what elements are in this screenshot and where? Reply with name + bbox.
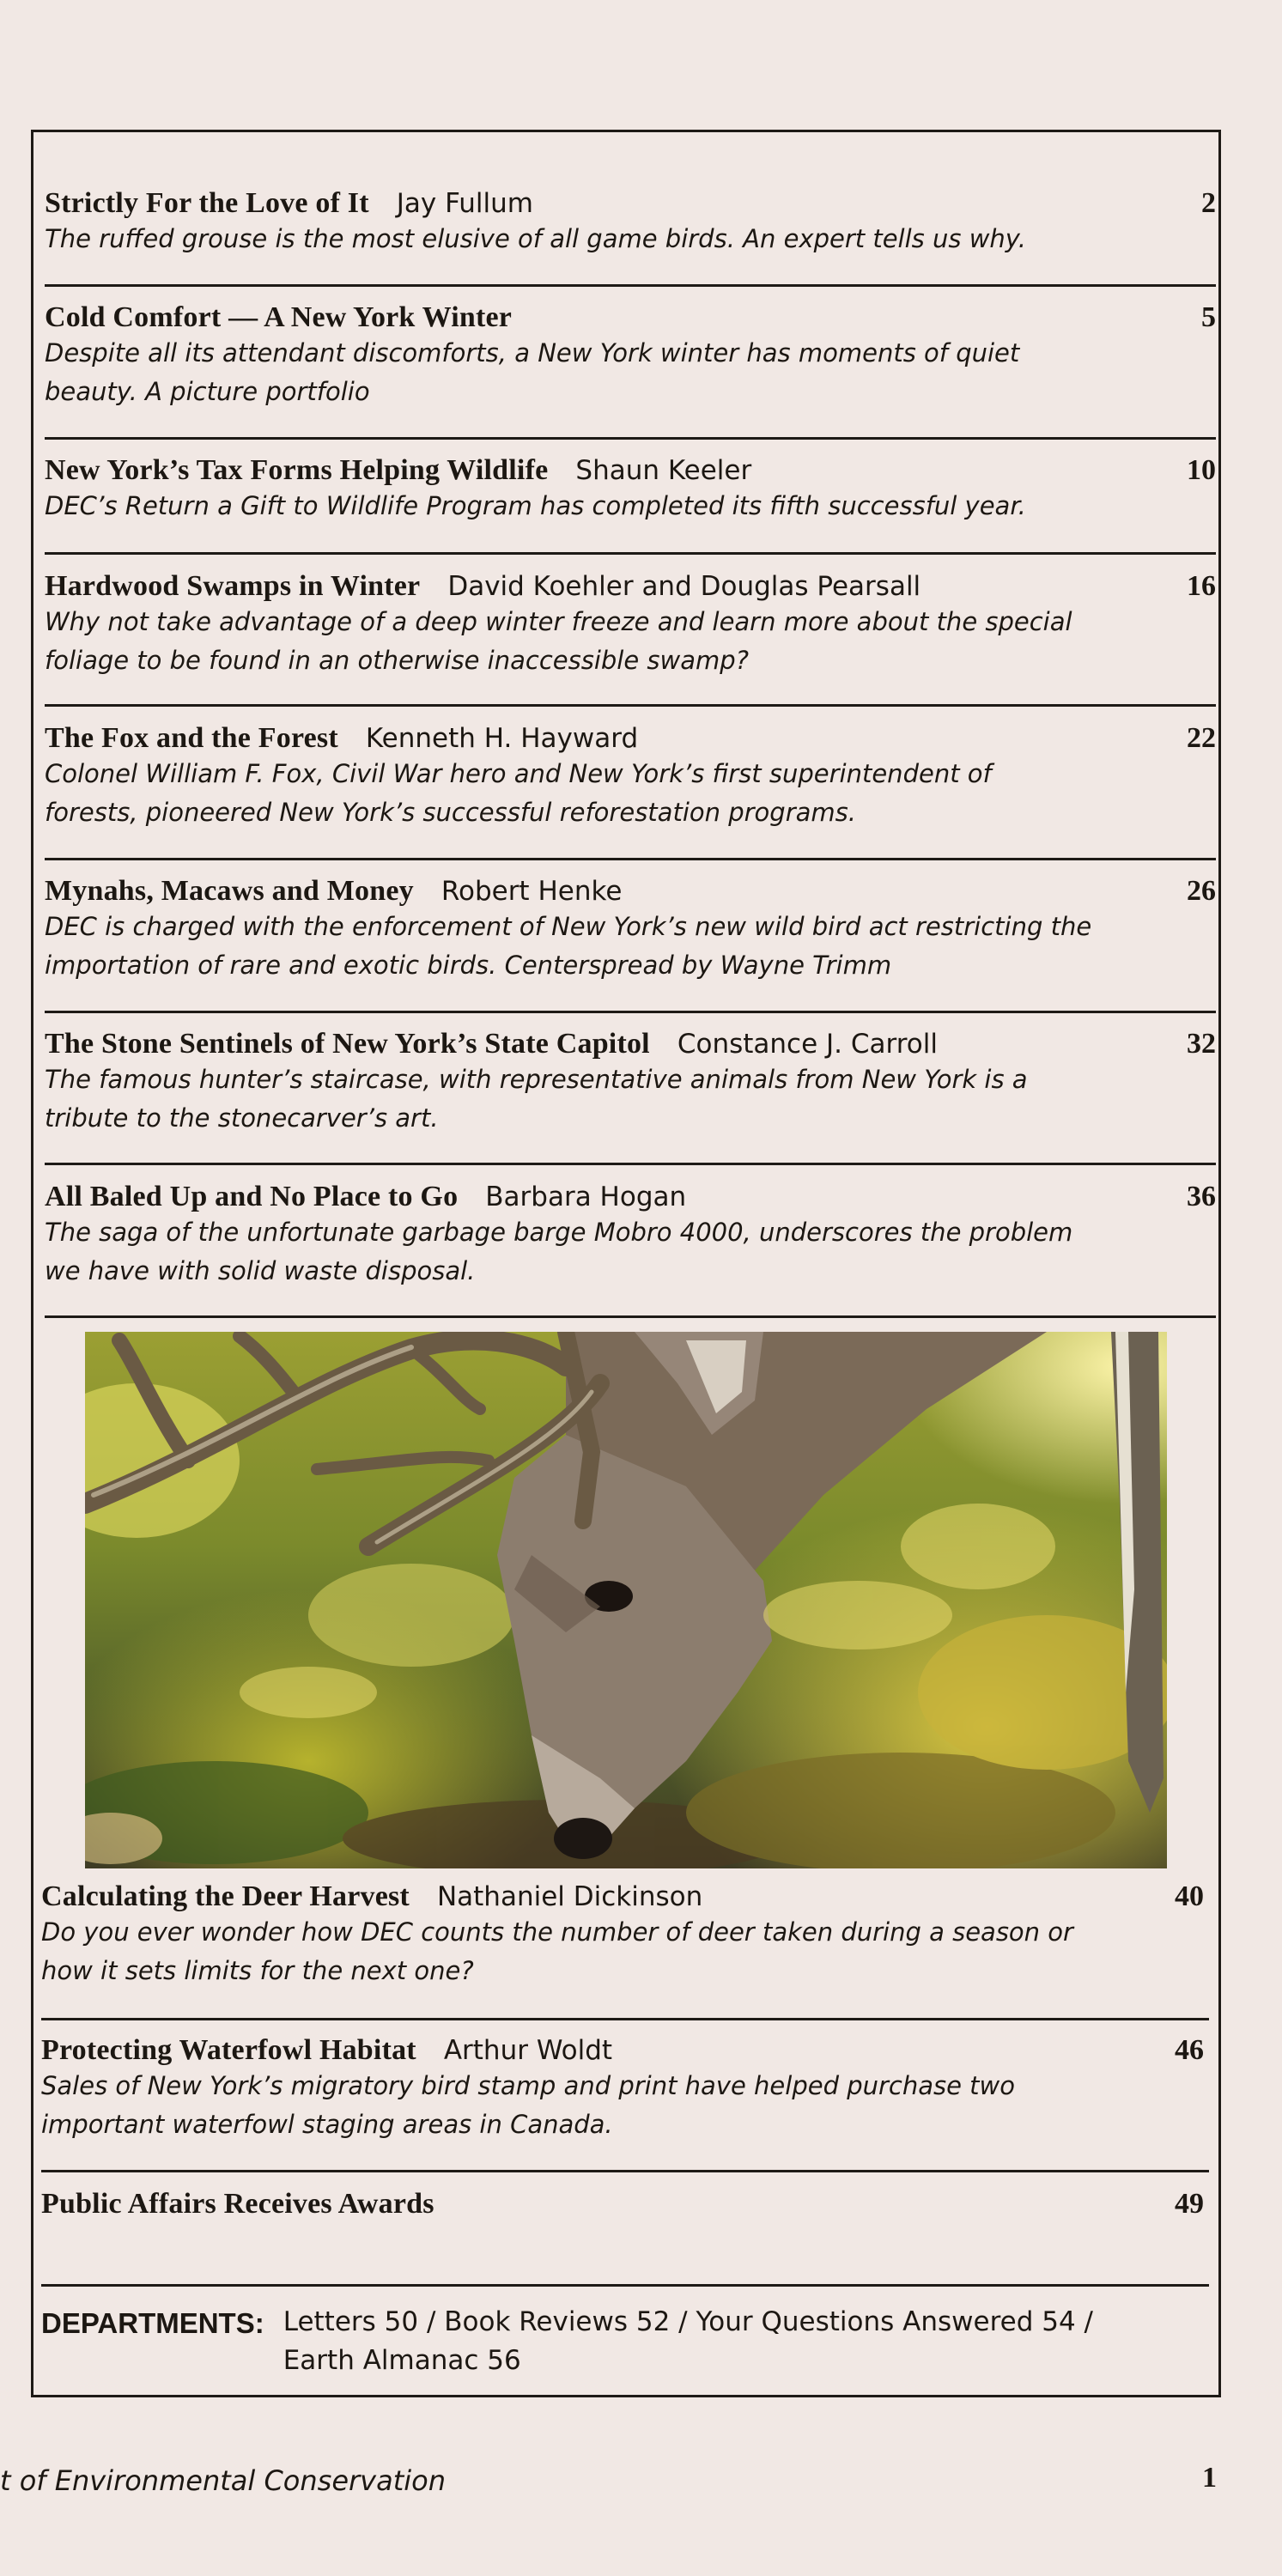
departments-section bbox=[41, 2307, 1209, 2380]
article-author: Jay Fullum bbox=[396, 188, 533, 219]
page-number: 40 bbox=[1175, 1880, 1204, 1912]
page-number: 16 bbox=[1187, 570, 1216, 602]
toc-entry-calculating-deer-harvest[interactable] bbox=[41, 1880, 1212, 1990]
toc-entry-fox-and-the-forest[interactable] bbox=[45, 722, 1216, 832]
article-description: DEC is charged with the enforcement of New York’s new wild bird act restricting the importation of rare and exotic birds. Centerspread by Wayne Trimm bbox=[45, 912, 1092, 980]
article-author: Constance J. Carroll bbox=[677, 1029, 938, 1060]
article-author: Barbara Hogan bbox=[485, 1182, 687, 1212]
divider bbox=[45, 858, 1216, 860]
article-title[interactable]: Public Affairs Receives Awards bbox=[41, 2188, 434, 2220]
footer-page-number: 1 bbox=[1202, 2462, 1217, 2494]
article-author: David Koehler and Douglas Pearsall bbox=[447, 571, 921, 602]
divider bbox=[45, 1163, 1216, 1165]
article-title[interactable]: Cold Comfort — A New York Winter bbox=[45, 301, 513, 333]
article-description: Sales of New York’s migratory bird stamp and print have helped purchase two important waterfowl staging areas in Canada. bbox=[41, 2071, 1016, 2139]
article-title[interactable]: Hardwood Swamps in Winter bbox=[45, 570, 421, 602]
article-title[interactable]: Calculating the Deer Harvest bbox=[41, 1880, 410, 1912]
page-number: 5 bbox=[1201, 301, 1216, 333]
toc-entry-strictly-for-the-love-of-it[interactable] bbox=[45, 187, 1216, 258]
page-number: 36 bbox=[1187, 1181, 1216, 1212]
page-number: 49 bbox=[1175, 2188, 1204, 2220]
divider bbox=[45, 1315, 1216, 1318]
article-author: Nathaniel Dickinson bbox=[436, 1881, 703, 1912]
article-author: Arthur Woldt bbox=[443, 2035, 613, 2066]
article-title[interactable]: Strictly For the Love of It bbox=[45, 187, 369, 219]
page-number: 10 bbox=[1187, 454, 1216, 486]
article-title[interactable]: New York’s Tax Forms Helping Wildlife bbox=[45, 454, 549, 486]
toc-entry-public-affairs-awards[interactable] bbox=[41, 2188, 1212, 2221]
article-author: Kenneth H. Hayward bbox=[365, 723, 639, 754]
toc-entry-tax-forms-helping-wildlife[interactable] bbox=[45, 454, 1216, 526]
divider bbox=[45, 284, 1216, 287]
article-title[interactable]: The Stone Sentinels of New York’s State Capitol bbox=[45, 1028, 650, 1060]
divider bbox=[45, 1011, 1216, 1013]
article-description: Do you ever wonder how DEC counts the number of deer taken during a season or how it sets limits for the next one? bbox=[41, 1917, 1073, 1985]
page-number: 22 bbox=[1187, 722, 1216, 754]
article-description: The saga of the unfortunate garbage barge Mobro 4000, underscores the problem we have with solid waste disposal. bbox=[45, 1218, 1073, 1285]
divider bbox=[45, 704, 1216, 707]
divider bbox=[45, 437, 1216, 440]
page-number: 2 bbox=[1201, 187, 1216, 219]
article-description: Despite all its attendant discomforts, a New York winter has moments of quiet beauty. A picture portfolio bbox=[45, 338, 1020, 406]
departments-label: DEPARTMENTS: bbox=[41, 2307, 264, 2339]
divider bbox=[41, 2284, 1209, 2287]
footer-publication: t of Environmental Conservation bbox=[0, 2464, 446, 2497]
divider bbox=[45, 552, 1216, 555]
article-title[interactable]: All Baled Up and No Place to Go bbox=[45, 1181, 459, 1212]
article-description: Colonel William F. Fox, Civil War hero and New York’s first superintendent of forests, pioneered New York’s successful reforestation programs. bbox=[45, 759, 992, 827]
toc-entry-cold-comfort[interactable] bbox=[45, 301, 1216, 411]
deer-grazing-photo bbox=[85, 1332, 1167, 1868]
page-number: 32 bbox=[1187, 1028, 1216, 1060]
article-description: Why not take advantage of a deep winter freeze and learn more about the special foliage to be found in an otherwise inaccessible swamp? bbox=[45, 607, 1072, 675]
toc-entry-mynahs-macaws-and-money[interactable] bbox=[45, 875, 1216, 985]
page-number: 26 bbox=[1187, 875, 1216, 907]
article-title[interactable]: The Fox and the Forest bbox=[45, 722, 338, 754]
article-description: The ruffed grouse is the most elusive of all game birds. An expert tells us why. bbox=[45, 224, 1026, 253]
departments-list[interactable]: Letters 50 / Book Reviews 52 / Your Questions Answered 54 / Earth Almanac 56 bbox=[283, 2306, 1093, 2376]
toc-entry-stone-sentinels[interactable] bbox=[45, 1028, 1216, 1138]
article-author: Shaun Keeler bbox=[575, 455, 752, 486]
toc-entry-hardwood-swamps[interactable] bbox=[45, 570, 1216, 680]
divider bbox=[41, 2018, 1209, 2020]
toc-entry-all-baled-up[interactable] bbox=[45, 1181, 1216, 1291]
divider bbox=[41, 2170, 1209, 2172]
toc-entry-protecting-waterfowl-habitat[interactable] bbox=[41, 2034, 1212, 2144]
article-description: The famous hunter’s staircase, with representative animals from New York is a tribute to the stonecarver’s art. bbox=[45, 1065, 1028, 1133]
article-title[interactable]: Protecting Waterfowl Habitat bbox=[41, 2034, 416, 2066]
article-author: Robert Henke bbox=[440, 876, 623, 907]
article-title[interactable]: Mynahs, Macaws and Money bbox=[45, 875, 414, 907]
article-description: DEC’s Return a Gift to Wildlife Program has completed its fifth successful year. bbox=[45, 491, 1026, 520]
page-number: 46 bbox=[1175, 2034, 1204, 2066]
